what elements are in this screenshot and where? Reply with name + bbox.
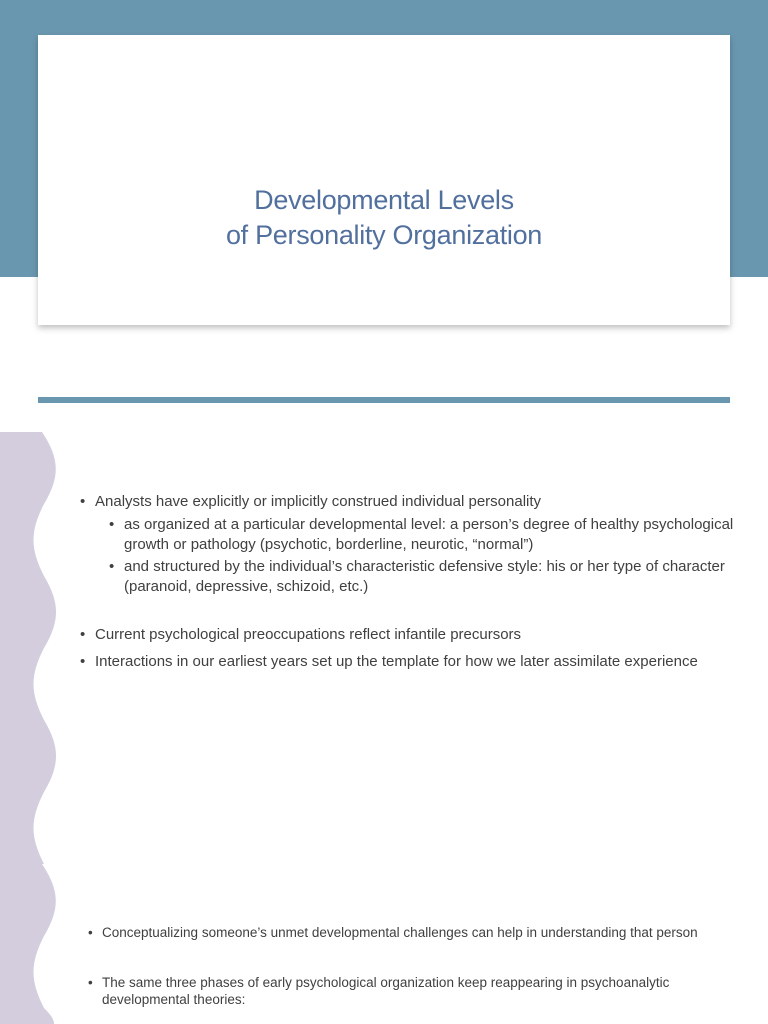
bullet-item: • Conceptualizing someone’s unmet developmental challenges can help in understanding that person xyxy=(88,924,748,941)
title-line-2: of Personality Organization xyxy=(225,220,543,250)
sub-bullet-list xyxy=(95,515,760,597)
bullet-item: • The same three phases of early psychological organization keep reappearing in psychoanalytic developmental theories: xyxy=(88,974,748,1008)
bullet-item: • Interactions in our earliest years set up the template for how we later assimilate experience xyxy=(80,652,760,672)
sub-bullet-item: • as organized at a particular developmental level: a person’s degree of healthy psychological growth or pathology (psychotic, borderline, neurotic, “normal”) xyxy=(95,515,760,555)
sub-bullet-item: • and structured by the individual’s characteristic defensive style: his or her type of character (paranoid, depressive, schizoid, etc.) xyxy=(95,557,760,597)
wave-decoration xyxy=(0,432,70,864)
wave-decoration xyxy=(0,864,70,1024)
content-slide-2 xyxy=(0,864,768,1024)
bullet-item xyxy=(80,492,760,597)
title-card xyxy=(38,35,730,325)
bullet-list xyxy=(80,492,760,693)
bullet-text: Analysts have explicitly or implicitly construed individual personality xyxy=(95,493,542,510)
slide-title xyxy=(38,183,730,253)
title-slide xyxy=(0,0,768,432)
divider-bar xyxy=(38,397,730,403)
bullet-list xyxy=(88,924,748,1024)
bullet-item: • Current psychological preoccupations reflect infantile precursors xyxy=(80,625,760,645)
title-line-1: Developmental Levels xyxy=(254,185,514,215)
content-slide-1 xyxy=(0,432,768,864)
